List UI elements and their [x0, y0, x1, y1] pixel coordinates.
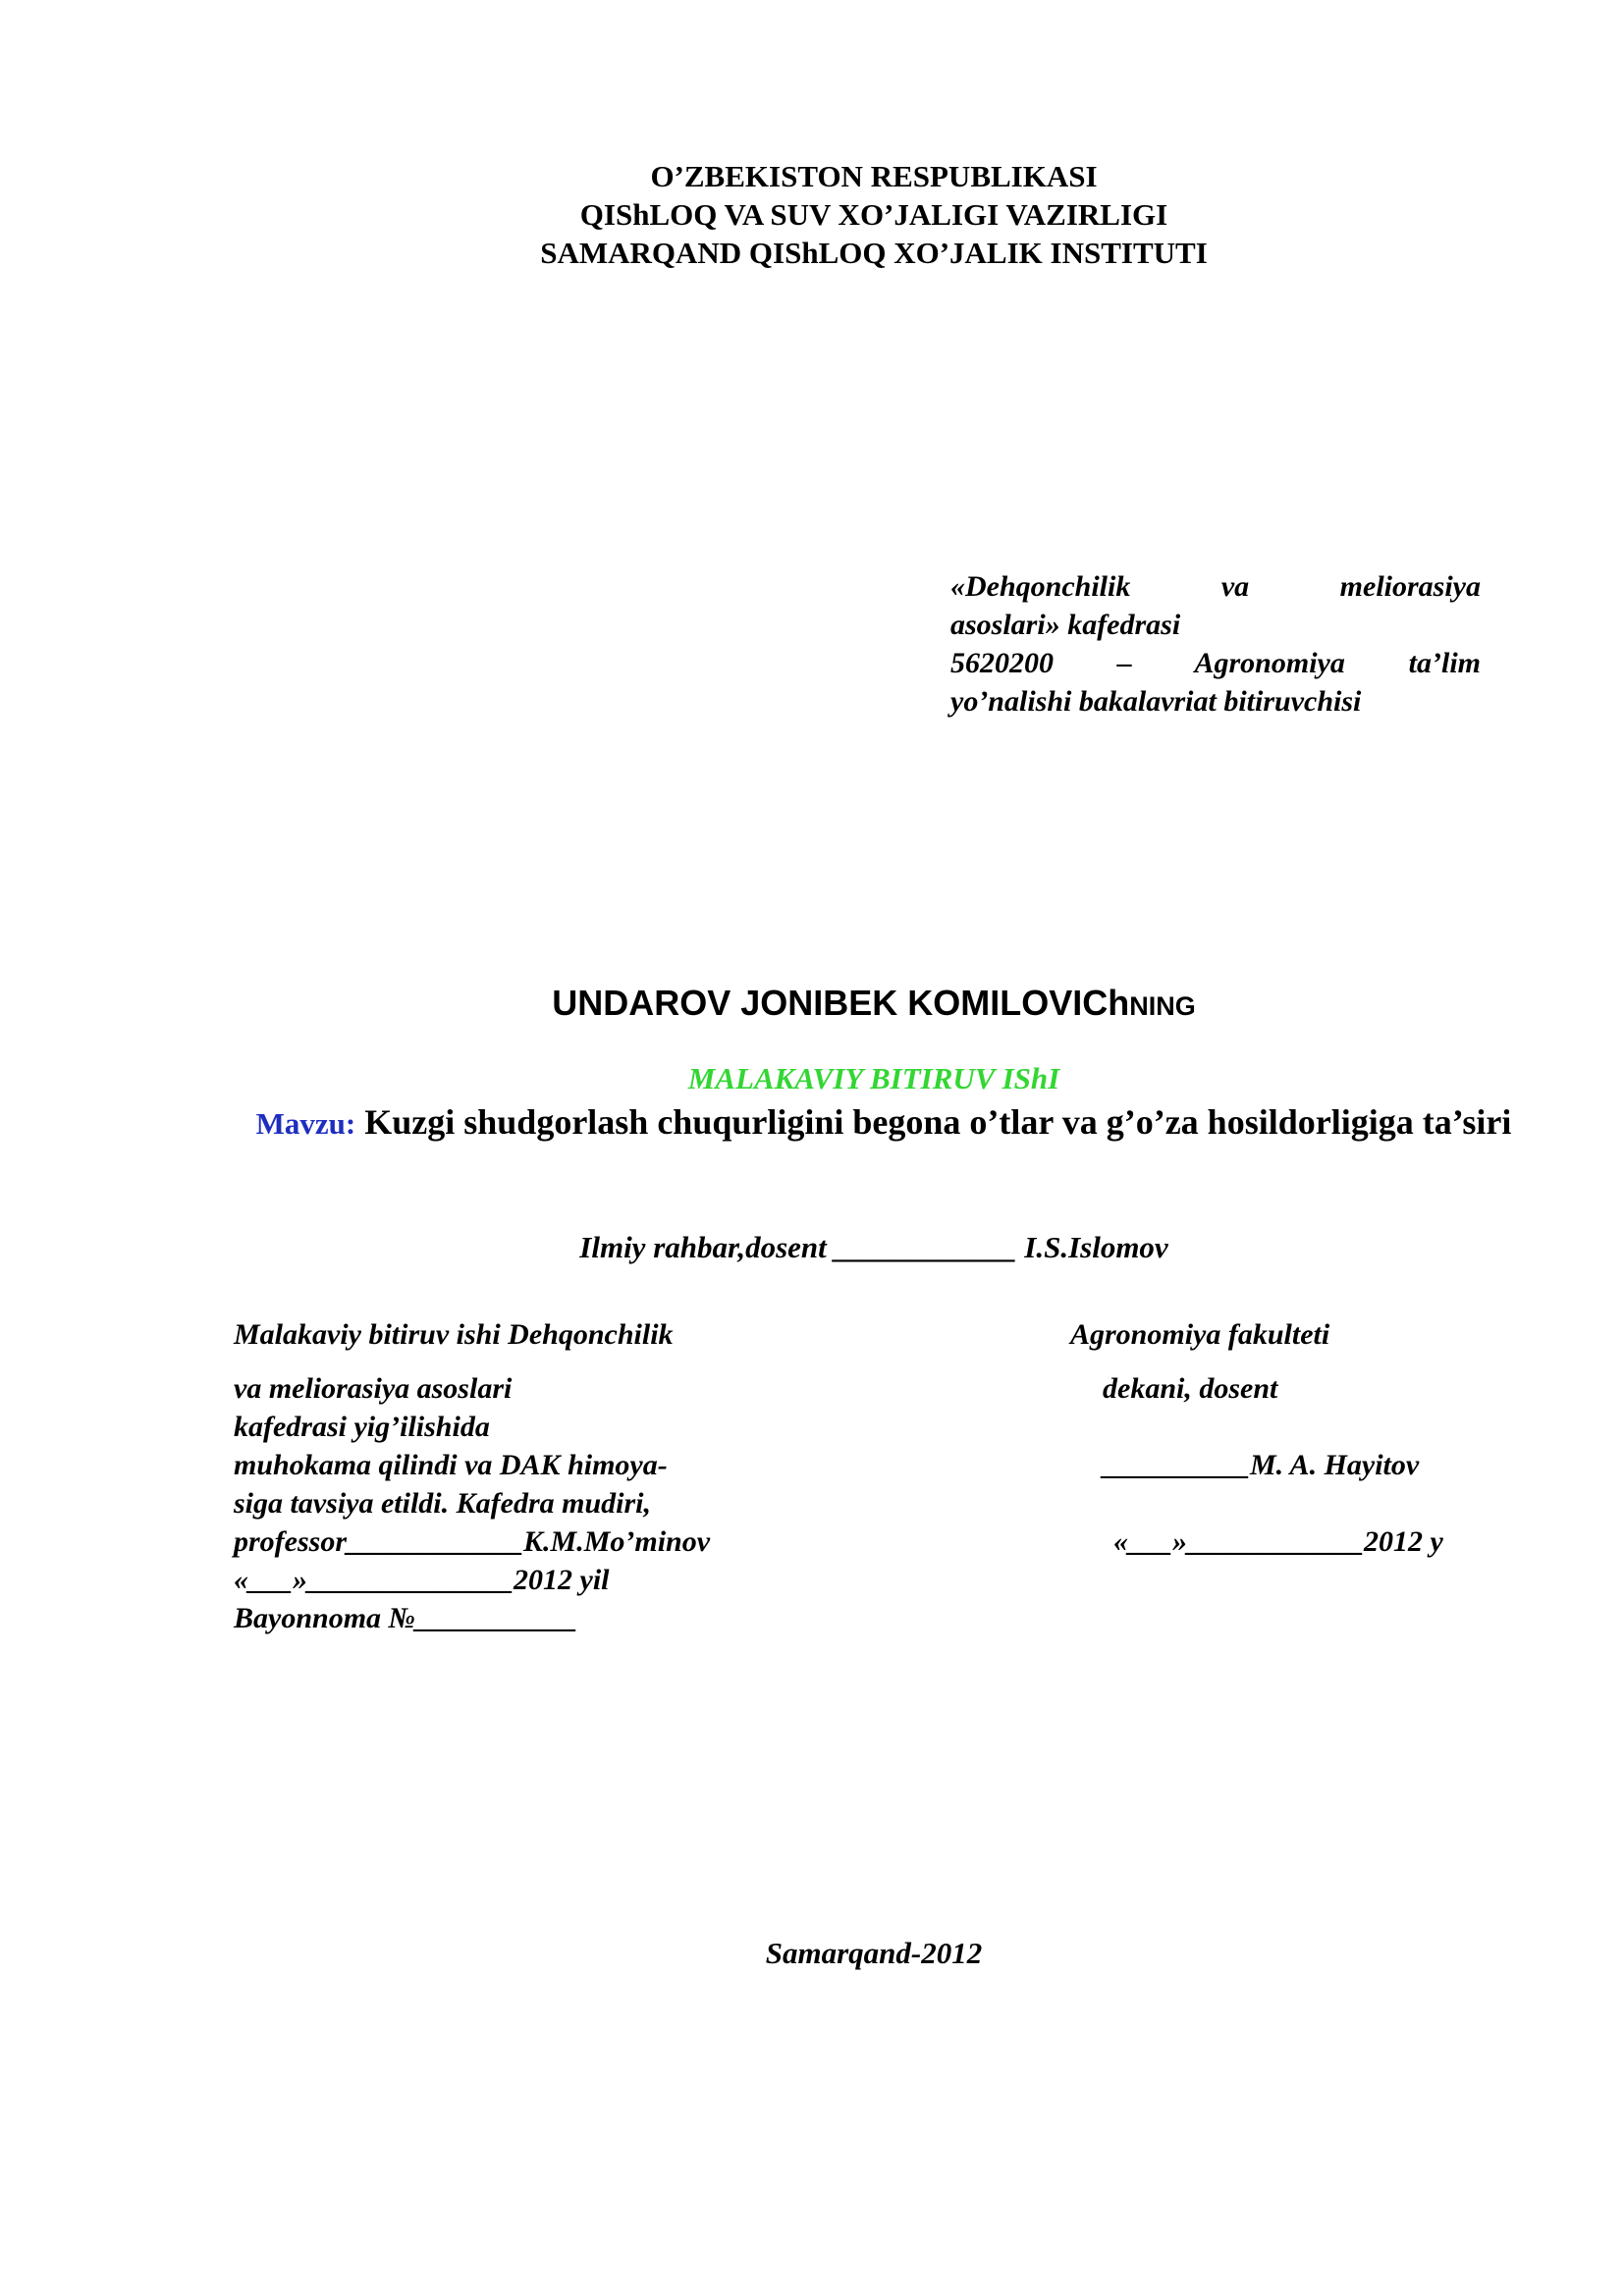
department-line-1: «Dehqonchilik va meliorasiya [950, 570, 1481, 603]
department-line-3: 5620200 – Agronomiya ta’lim [950, 647, 1481, 679]
approval-line-5: siga tavsiya etildi. Kafedra mudiri, [234, 1487, 651, 1520]
department-approval-block [234, 1315, 710, 1637]
dean-approval-block [1070, 1315, 1443, 1561]
approval-line-7: «___»______________2012 yil [234, 1564, 610, 1596]
header-line-ministry: QIShLOQ VA SUV XO’JALIGI VAZIRLIGI [579, 197, 1168, 232]
institution-header [0, 157, 1624, 272]
approval-line-8: Bayonnoma №___________ [234, 1602, 577, 1634]
student-name-suffix: NING [1129, 991, 1196, 1021]
work-type-title: MALAKAVIY BITIRUV IShI [687, 1061, 1060, 1095]
approval-line-4: muhokama qilindi va DAK himoya- [234, 1449, 668, 1481]
department-line-2: asoslari» kafedrasi [950, 609, 1181, 641]
dean-line-4: «___»____________2012 y [1113, 1525, 1443, 1558]
student-name [0, 983, 1624, 1024]
dean-line-1: Agronomiya fakulteti [1070, 1318, 1330, 1351]
dean-line-3: __________M. A. Hayitov [1103, 1449, 1420, 1481]
approval-line-3: kafedrasi yig’ilishida [234, 1411, 490, 1443]
approval-line-2: va meliorasiya asoslari [234, 1372, 513, 1405]
header-line-ministry-republic: O’ZBEKISTON RESPUBLIKASI [650, 159, 1098, 193]
dean-line-2: dekani, dosent [1103, 1372, 1278, 1405]
place-year: Samarqand-2012 [765, 1936, 983, 1970]
topic [236, 1099, 1532, 1147]
supervisor-line: Ilmiy rahbar,dosent ____________ I.S.Islomov [579, 1230, 1168, 1264]
department-block [950, 567, 1481, 721]
student-name-main: UNDAROV JONIBEK KOMILOVICh [552, 983, 1130, 1023]
header-line-institute: SAMARQAND QIShLOQ XO’JALIK INSTITUTI [540, 236, 1208, 270]
topic-label: Mavzu: [255, 1106, 356, 1141]
department-line-4: yo’nalishi bakalavriat bitiruvchisi [950, 685, 1362, 718]
topic-text: Kuzgi shudgorlash chuqurligini begona o’tlar va g’o’za hosildorligiga ta’siri [364, 1102, 1512, 1142]
approval-line-1: Malakaviy bitiruv ishi Dehqonchilik [234, 1318, 674, 1351]
approval-line-6: professor____________K.M.Mo’minov [234, 1525, 711, 1558]
